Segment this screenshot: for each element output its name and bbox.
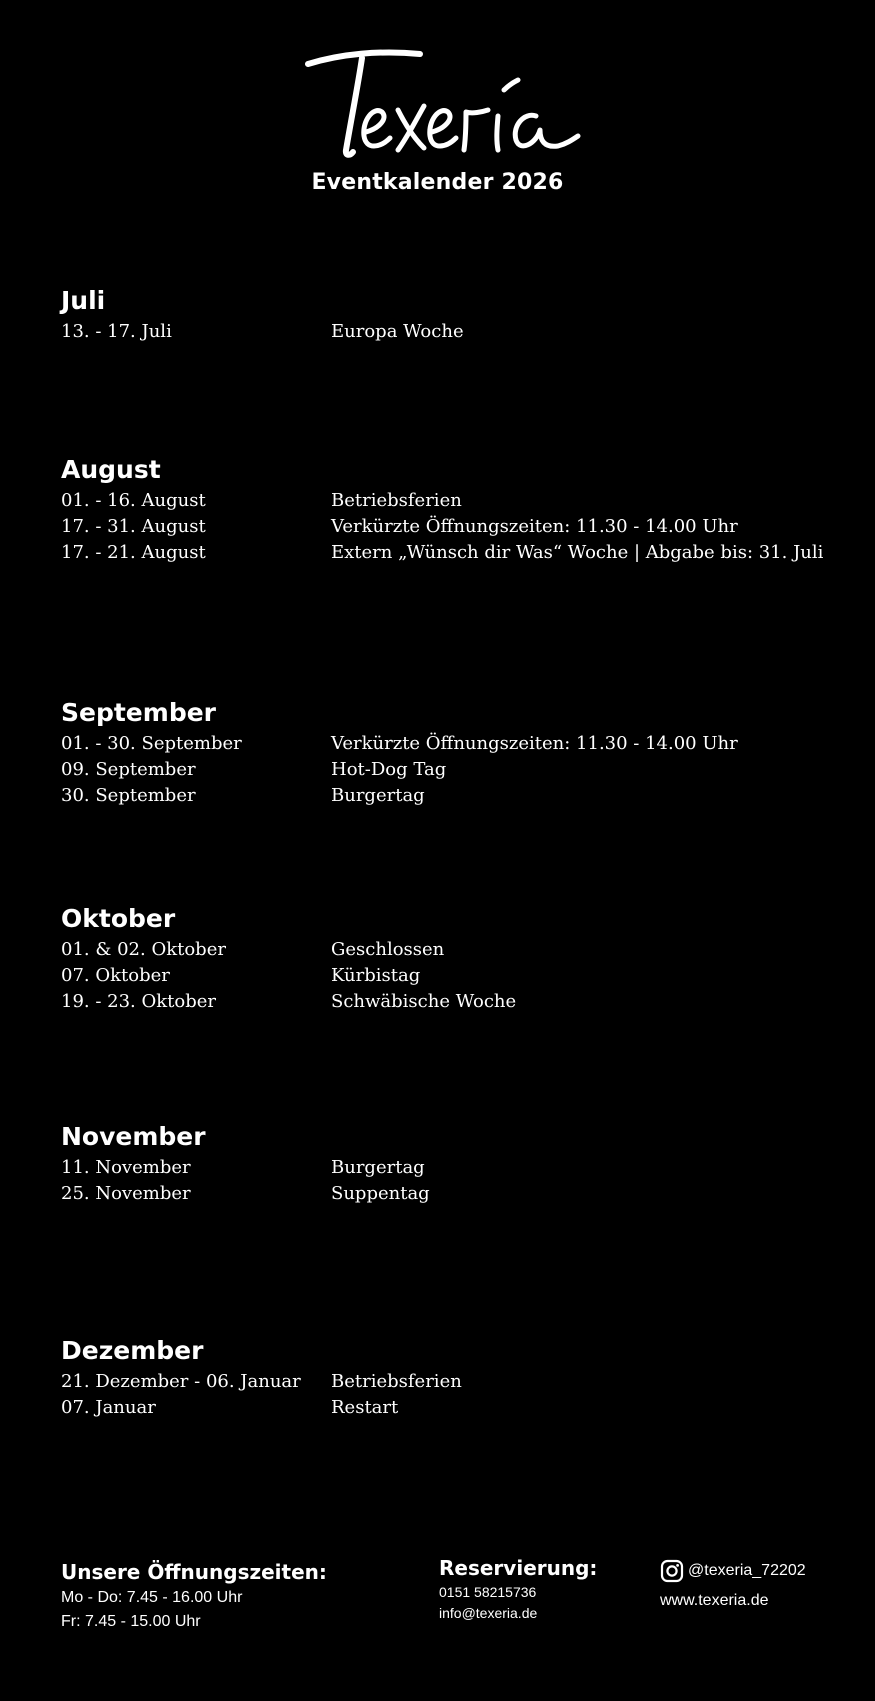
month-section-oktober bbox=[61, 904, 861, 1014]
event-name: Verkürzte Öffnungszeiten: 11.30 - 14.00 Uhr bbox=[331, 515, 738, 537]
reservation-email[interactable]: info@texeria.de bbox=[439, 1605, 538, 1621]
month-section-juli bbox=[61, 286, 861, 344]
month-section-september bbox=[61, 698, 861, 808]
website-url: www.texeria.de bbox=[660, 1592, 769, 1609]
month-section-dezember bbox=[61, 1336, 861, 1420]
event-name: Burgertag bbox=[331, 784, 425, 806]
event-row bbox=[61, 782, 861, 808]
reservation-phone[interactable]: 0151 58215736 bbox=[439, 1584, 537, 1600]
event-date: 21. Dezember - 06. Januar bbox=[61, 1370, 301, 1392]
event-row bbox=[61, 936, 861, 962]
instagram-icon bbox=[660, 1559, 684, 1583]
event-row bbox=[61, 1154, 861, 1180]
event-row bbox=[61, 318, 861, 344]
event-row bbox=[61, 1180, 861, 1206]
event-name: Burgertag bbox=[331, 1156, 425, 1178]
month-section-august bbox=[61, 455, 861, 565]
event-name: Verkürzte Öffnungszeiten: 11.30 - 14.00 Uhr bbox=[331, 732, 738, 754]
event-name: Kürbistag bbox=[331, 964, 421, 986]
event-row bbox=[61, 988, 861, 1014]
event-date: 01. - 16. August bbox=[61, 489, 206, 511]
event-name: Europa Woche bbox=[331, 320, 464, 342]
social-info bbox=[660, 1558, 806, 1614]
event-name: Suppentag bbox=[331, 1182, 430, 1204]
event-name: Restart bbox=[331, 1396, 399, 1418]
event-date: 17. - 31. August bbox=[61, 515, 206, 537]
website-link[interactable] bbox=[660, 1588, 806, 1614]
event-date: 07. Januar bbox=[61, 1396, 156, 1418]
opening-hours-title: Unsere Öffnungszeiten: bbox=[61, 1560, 327, 1584]
month-title: November bbox=[61, 1122, 206, 1151]
event-row bbox=[61, 1394, 861, 1420]
month-section-november bbox=[61, 1122, 861, 1206]
event-row bbox=[61, 962, 861, 988]
reservation-title: Reservierung: bbox=[439, 1556, 598, 1580]
opening-hours-friday: Fr: 7.45 - 15.00 Uhr bbox=[61, 1613, 201, 1630]
event-row bbox=[61, 487, 861, 513]
event-date: 19. - 23. Oktober bbox=[61, 990, 217, 1012]
event-row bbox=[61, 756, 861, 782]
event-name: Extern „Wünsch dir Was“ Woche | Abgabe bis: 31. Juli bbox=[331, 541, 824, 563]
event-row bbox=[61, 1368, 861, 1394]
event-name: Betriebsferien bbox=[331, 489, 462, 511]
opening-hours bbox=[61, 1558, 327, 1634]
event-name: Schwäbische Woche bbox=[331, 990, 517, 1012]
event-date: 09. September bbox=[61, 758, 196, 780]
reservation-info bbox=[439, 1554, 597, 1624]
event-row bbox=[61, 539, 861, 565]
event-date: 01. - 30. September bbox=[61, 732, 242, 754]
instagram-handle: @texeria_72202 bbox=[688, 1562, 806, 1579]
event-name: Geschlossen bbox=[331, 938, 445, 960]
month-title: Oktober bbox=[61, 904, 176, 933]
event-row bbox=[61, 730, 861, 756]
month-title: September bbox=[61, 698, 216, 727]
calendar-title: Eventkalender 2026 bbox=[311, 170, 564, 195]
event-name: Hot-Dog Tag bbox=[331, 758, 447, 780]
event-date: 30. September bbox=[61, 784, 196, 806]
event-date: 07. Oktober bbox=[61, 964, 170, 986]
month-title: Dezember bbox=[61, 1336, 204, 1365]
instagram-handle-row[interactable] bbox=[660, 1558, 806, 1584]
event-date: 13. - 17. Juli bbox=[61, 320, 172, 342]
event-date: 11. November bbox=[61, 1156, 191, 1178]
texeria-logo bbox=[300, 40, 585, 170]
event-date: 17. - 21. August bbox=[61, 541, 206, 563]
event-name: Betriebsferien bbox=[331, 1370, 462, 1392]
event-date: 25. November bbox=[61, 1182, 191, 1204]
opening-hours-weekdays: Mo - Do: 7.45 - 16.00 Uhr bbox=[61, 1589, 243, 1606]
event-row bbox=[61, 513, 861, 539]
month-title: August bbox=[61, 455, 161, 484]
month-title: Juli bbox=[61, 286, 106, 315]
event-date: 01. & 02. Oktober bbox=[61, 938, 226, 960]
